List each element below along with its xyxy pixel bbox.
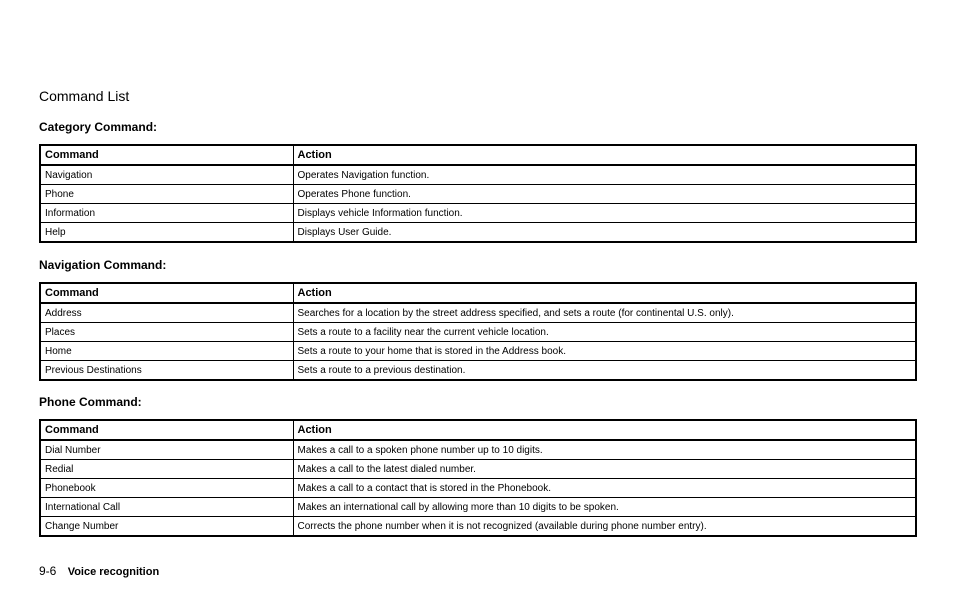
column-header-action: Action	[293, 145, 916, 165]
column-header-action: Action	[293, 420, 916, 440]
table-row	[40, 204, 916, 223]
table-row	[40, 361, 916, 381]
table-row	[40, 165, 916, 185]
table-header-row	[40, 283, 916, 303]
action-cell: Sets a route to your home that is stored in the Address book.	[293, 342, 916, 361]
table-row	[40, 479, 916, 498]
table-row	[40, 498, 916, 517]
table-row	[40, 185, 916, 204]
action-cell: Displays vehicle Information function.	[293, 204, 916, 223]
command-cell: Home	[40, 342, 293, 361]
action-cell: Corrects the phone number when it is not recognized (available during phone number entry).	[293, 517, 916, 537]
page-title: Command List	[39, 88, 130, 104]
navigation-heading: Navigation Command:	[39, 258, 167, 272]
page-footer	[39, 564, 159, 578]
command-cell: International Call	[40, 498, 293, 517]
command-cell: Dial Number	[40, 440, 293, 460]
action-cell: Makes an international call by allowing more than 10 digits to be spoken.	[293, 498, 916, 517]
navigation-command-table	[39, 282, 917, 381]
column-header-command: Command	[40, 420, 293, 440]
action-cell: Sets a route to a facility near the current vehicle location.	[293, 323, 916, 342]
command-cell: Previous Destinations	[40, 361, 293, 381]
column-header-command: Command	[40, 145, 293, 165]
page-number: 9-6	[39, 564, 57, 578]
table-row	[40, 342, 916, 361]
command-cell: Phonebook	[40, 479, 293, 498]
command-cell: Address	[40, 303, 293, 323]
action-cell: Makes a call to a contact that is stored in the Phonebook.	[293, 479, 916, 498]
command-cell: Help	[40, 223, 293, 243]
action-cell: Sets a route to a previous destination.	[293, 361, 916, 381]
table-row	[40, 223, 916, 243]
action-cell: Makes a call to a spoken phone number up to 10 digits.	[293, 440, 916, 460]
action-cell: Searches for a location by the street address specified, and sets a route (for continental U.S. only).	[293, 303, 916, 323]
command-cell: Phone	[40, 185, 293, 204]
table-header-row	[40, 145, 916, 165]
phone-command-table	[39, 419, 917, 537]
table-header-row	[40, 420, 916, 440]
chapter-title: Voice recognition	[67, 566, 160, 578]
table-row	[40, 460, 916, 479]
action-cell: Operates Navigation function.	[293, 165, 916, 185]
category-heading: Category Command:	[39, 120, 158, 134]
phone-heading: Phone Command:	[39, 395, 142, 409]
command-cell: Change Number	[40, 517, 293, 537]
table-row	[40, 440, 916, 460]
table-row	[40, 323, 916, 342]
command-cell: Information	[40, 204, 293, 223]
action-cell: Displays User Guide.	[293, 223, 916, 243]
column-header-command: Command	[40, 283, 293, 303]
action-cell: Makes a call to the latest dialed number.	[293, 460, 916, 479]
category-command-table	[39, 144, 917, 243]
column-header-action: Action	[293, 283, 916, 303]
action-cell: Operates Phone function.	[293, 185, 916, 204]
table-row	[40, 517, 916, 537]
command-cell: Navigation	[40, 165, 293, 185]
command-cell: Places	[40, 323, 293, 342]
table-row	[40, 303, 916, 323]
command-cell: Redial	[40, 460, 293, 479]
